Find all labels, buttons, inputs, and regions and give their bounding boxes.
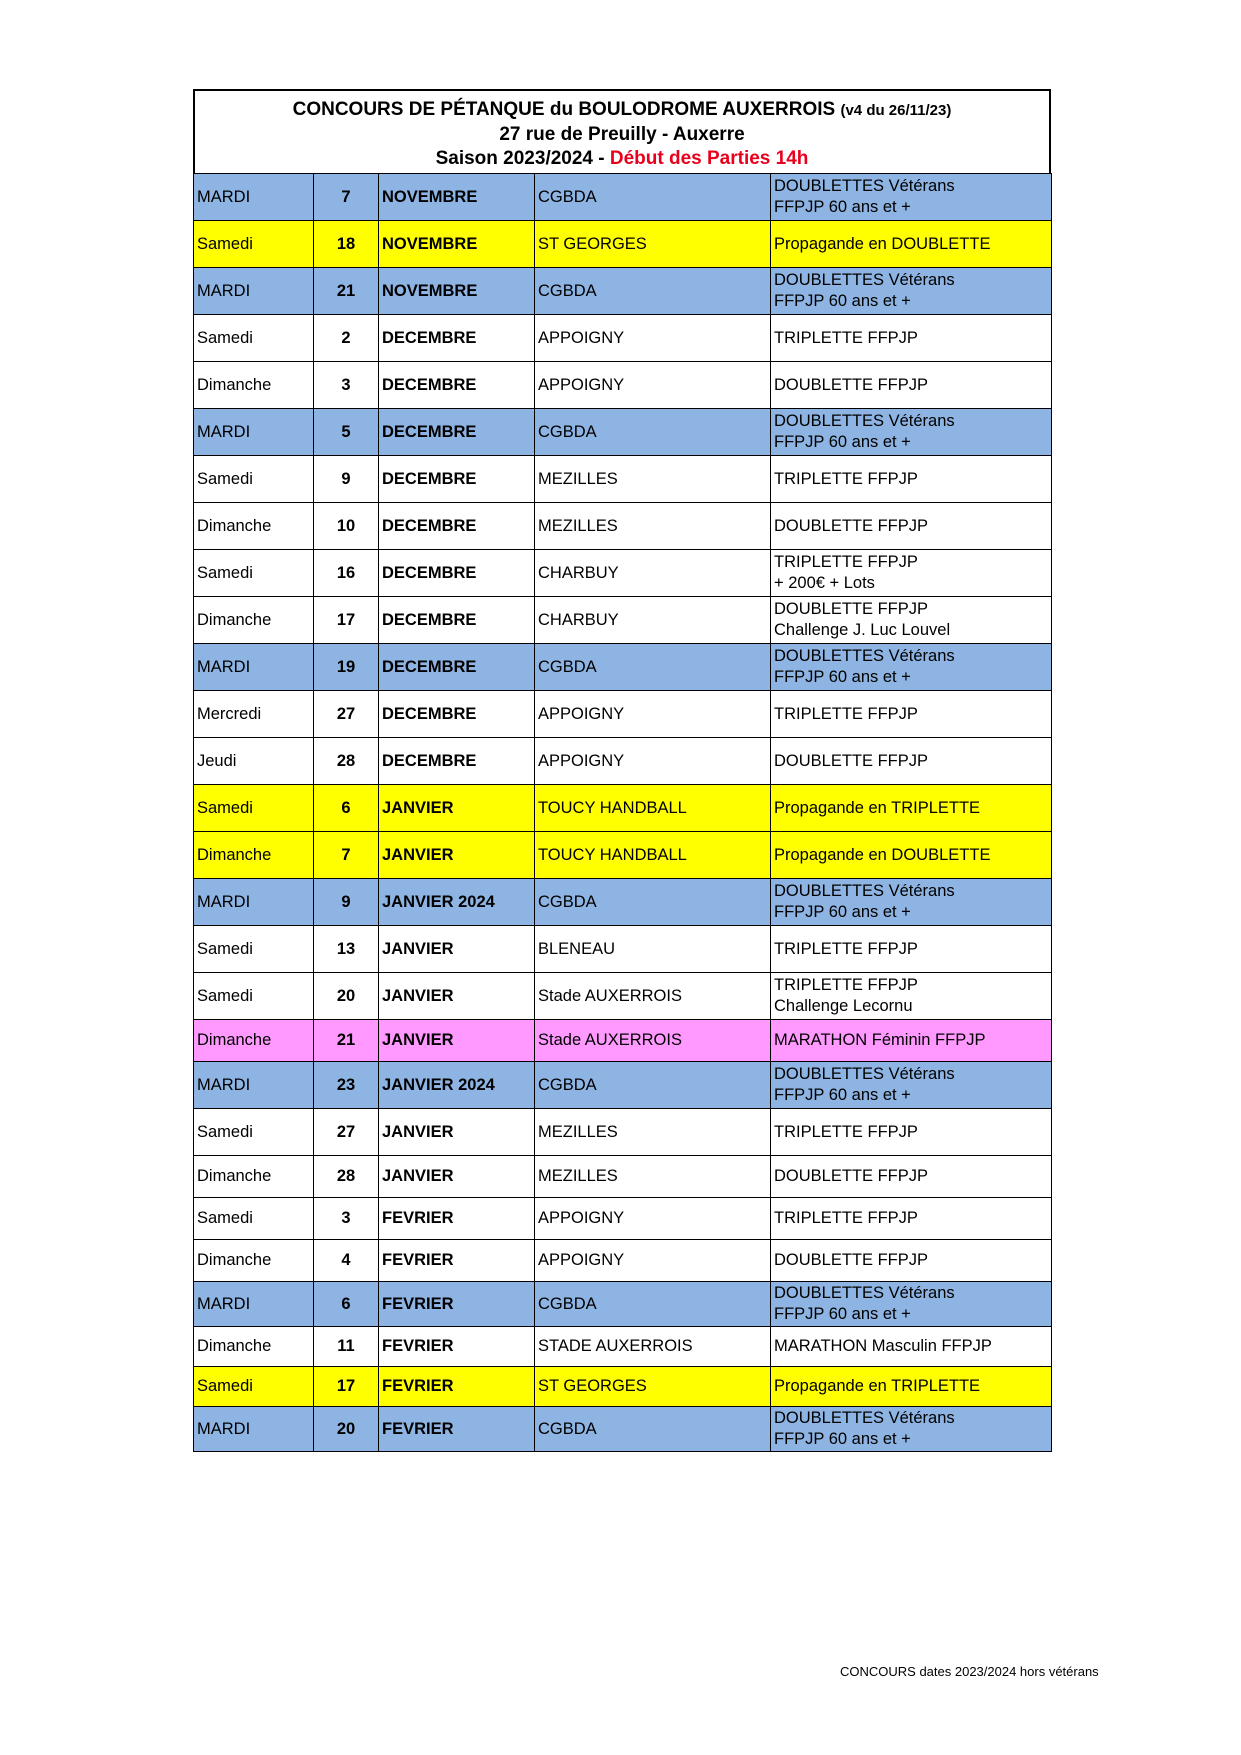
cell-month: NOVEMBRE <box>379 174 535 221</box>
cell-month: JANVIER <box>379 832 535 879</box>
table-row <box>194 1156 1052 1198</box>
event-line-1: Propagande en DOUBLETTE <box>774 234 991 253</box>
document-header <box>193 89 1051 173</box>
header-title-main: CONCOURS DE PÉTANQUE du BOULODROME AUXERROIS <box>292 99 836 120</box>
cell-event <box>771 973 1052 1020</box>
table-row <box>194 691 1052 738</box>
event-line-2: FFPJP 60 ans et + <box>774 433 911 451</box>
event-line-2: FFPJP 60 ans et + <box>774 1305 911 1323</box>
cell-location: BLENEAU <box>535 926 771 973</box>
cell-month: FEVRIER <box>379 1282 535 1327</box>
event-line-2: FFPJP 60 ans et + <box>774 1086 911 1104</box>
cell-day: Samedi <box>194 456 314 503</box>
table-row <box>194 1407 1052 1452</box>
table-row <box>194 503 1052 550</box>
table-row <box>194 221 1052 268</box>
header-season <box>195 147 1049 171</box>
cell-day: Samedi <box>194 550 314 597</box>
cell-event <box>771 315 1052 362</box>
cell-date-number: 3 <box>314 362 379 409</box>
event-line-1: DOUBLETTES Vétérans <box>774 271 955 289</box>
table-row <box>194 1282 1052 1327</box>
cell-day: Dimanche <box>194 597 314 644</box>
cell-location: ST GEORGES <box>535 1367 771 1407</box>
event-line-1: DOUBLETTE FFPJP <box>774 375 929 394</box>
schedule-table <box>193 173 1052 1452</box>
cell-location: Stade AUXERROIS <box>535 1020 771 1062</box>
cell-day: MARDI <box>194 409 314 456</box>
cell-location: APPOIGNY <box>535 691 771 738</box>
table-row <box>194 644 1052 691</box>
cell-day: Samedi <box>194 221 314 268</box>
table-row <box>194 738 1052 785</box>
event-line-1: TRIPLETTE FFPJP <box>774 553 918 571</box>
cell-month: DECEMBRE <box>379 644 535 691</box>
event-line-2: FFPJP 60 ans et + <box>774 1430 911 1448</box>
event-line-2: FFPJP 60 ans et + <box>774 198 911 216</box>
event-line-1: DOUBLETTE FFPJP <box>774 516 929 535</box>
table-row <box>194 1367 1052 1407</box>
cell-location: CHARBUY <box>535 597 771 644</box>
cell-month: FEVRIER <box>379 1240 535 1282</box>
cell-date-number: 6 <box>314 1282 379 1327</box>
event-line-1: DOUBLETTES Vétérans <box>774 882 955 900</box>
cell-event <box>771 1156 1052 1198</box>
cell-event <box>771 1198 1052 1240</box>
cell-date-number: 16 <box>314 550 379 597</box>
cell-date-number: 3 <box>314 1198 379 1240</box>
table-row <box>194 832 1052 879</box>
event-line-1: MARATHON Masculin FFPJP <box>774 1337 992 1355</box>
event-line-1: DOUBLETTES Vétérans <box>774 412 955 430</box>
table-row <box>194 926 1052 973</box>
cell-month: DECEMBRE <box>379 409 535 456</box>
cell-day: MARDI <box>194 644 314 691</box>
cell-month: DECEMBRE <box>379 362 535 409</box>
cell-date-number: 9 <box>314 456 379 503</box>
table-row <box>194 362 1052 409</box>
table-row <box>194 785 1052 832</box>
event-line-1: Propagande en TRIPLETTE <box>774 798 981 817</box>
cell-date-number: 11 <box>314 1327 379 1367</box>
cell-location: MEZILLES <box>535 503 771 550</box>
cell-location: TOUCY HANDBALL <box>535 785 771 832</box>
cell-month: DECEMBRE <box>379 738 535 785</box>
document <box>193 89 1051 1452</box>
header-version: (v4 du 26/11/23) <box>840 102 952 119</box>
event-line-2: Challenge J. Luc Louvel <box>774 621 951 639</box>
cell-day: Jeudi <box>194 738 314 785</box>
event-line-1: DOUBLETTES Vétérans <box>774 177 955 195</box>
cell-event <box>771 879 1052 926</box>
header-season-label: Saison 2023/2024 - <box>435 148 610 169</box>
cell-month: JANVIER <box>379 785 535 832</box>
cell-location: Stade AUXERROIS <box>535 973 771 1020</box>
cell-day: Samedi <box>194 926 314 973</box>
event-line-1: Propagande en TRIPLETTE <box>774 1377 981 1395</box>
table-row <box>194 1020 1052 1062</box>
cell-day: MARDI <box>194 1407 314 1452</box>
cell-month: JANVIER <box>379 973 535 1020</box>
cell-month: JANVIER 2024 <box>379 1062 535 1109</box>
cell-month: FEVRIER <box>379 1198 535 1240</box>
table-row <box>194 1062 1052 1109</box>
cell-day: Samedi <box>194 1109 314 1156</box>
cell-month: DECEMBRE <box>379 456 535 503</box>
header-address: 27 rue de Preuilly - Auxerre <box>499 124 745 145</box>
cell-event <box>771 503 1052 550</box>
event-line-1: TRIPLETTE FFPJP <box>774 1209 918 1227</box>
event-line-1: DOUBLETTE FFPJP <box>774 600 929 618</box>
cell-date-number: 5 <box>314 409 379 456</box>
event-line-1: Propagande en DOUBLETTE <box>774 845 991 864</box>
cell-location: APPOIGNY <box>535 362 771 409</box>
cell-event <box>771 221 1052 268</box>
table-row <box>194 456 1052 503</box>
cell-date-number: 20 <box>314 1407 379 1452</box>
cell-day: MARDI <box>194 268 314 315</box>
cell-day: Samedi <box>194 315 314 362</box>
cell-date-number: 21 <box>314 1020 379 1062</box>
cell-event <box>771 268 1052 315</box>
cell-date-number: 10 <box>314 503 379 550</box>
cell-day: Samedi <box>194 1198 314 1240</box>
cell-location: MEZILLES <box>535 1156 771 1198</box>
table-row <box>194 973 1052 1020</box>
cell-date-number: 9 <box>314 879 379 926</box>
event-line-1: DOUBLETTE FFPJP <box>774 1167 929 1185</box>
cell-date-number: 27 <box>314 1109 379 1156</box>
cell-date-number: 7 <box>314 174 379 221</box>
cell-month: FEVRIER <box>379 1327 535 1367</box>
cell-date-number: 28 <box>314 1156 379 1198</box>
cell-location: MEZILLES <box>535 1109 771 1156</box>
table-row <box>194 1109 1052 1156</box>
cell-month: NOVEMBRE <box>379 268 535 315</box>
cell-date-number: 17 <box>314 1367 379 1407</box>
cell-date-number: 27 <box>314 691 379 738</box>
event-line-1: DOUBLETTE FFPJP <box>774 1251 929 1269</box>
table-row <box>194 597 1052 644</box>
cell-date-number: 17 <box>314 597 379 644</box>
event-line-2: Challenge Lecornu <box>774 997 913 1015</box>
cell-location: CGBDA <box>535 879 771 926</box>
cell-date-number: 13 <box>314 926 379 973</box>
cell-month: JANVIER <box>379 1020 535 1062</box>
table-row <box>194 315 1052 362</box>
cell-event <box>771 1109 1052 1156</box>
cell-day: Dimanche <box>194 1240 314 1282</box>
event-line-2: + 200€ + Lots <box>774 574 875 592</box>
event-line-2: FFPJP 60 ans et + <box>774 668 911 686</box>
cell-date-number: 20 <box>314 973 379 1020</box>
event-line-1: TRIPLETTE FFPJP <box>774 939 918 958</box>
event-line-1: DOUBLETTES Vétérans <box>774 1065 955 1083</box>
event-line-1: TRIPLETTE FFPJP <box>774 1122 918 1141</box>
cell-day: Dimanche <box>194 1327 314 1367</box>
cell-location: CGBDA <box>535 174 771 221</box>
table-row <box>194 409 1052 456</box>
cell-event <box>771 785 1052 832</box>
cell-date-number: 23 <box>314 1062 379 1109</box>
cell-event <box>771 550 1052 597</box>
cell-event <box>771 409 1052 456</box>
cell-month: JANVIER 2024 <box>379 879 535 926</box>
cell-date-number: 4 <box>314 1240 379 1282</box>
cell-event <box>771 738 1052 785</box>
cell-location: APPOIGNY <box>535 738 771 785</box>
table-row <box>194 1198 1052 1240</box>
cell-event <box>771 1240 1052 1282</box>
event-line-1: DOUBLETTES Vétérans <box>774 1409 955 1427</box>
cell-day: Mercredi <box>194 691 314 738</box>
table-row <box>194 550 1052 597</box>
cell-date-number: 28 <box>314 738 379 785</box>
cell-location: CGBDA <box>535 644 771 691</box>
cell-event <box>771 1020 1052 1062</box>
cell-day: Dimanche <box>194 832 314 879</box>
table-row <box>194 879 1052 926</box>
cell-location: APPOIGNY <box>535 1198 771 1240</box>
header-title <box>195 98 1049 123</box>
cell-event <box>771 597 1052 644</box>
cell-month: FEVRIER <box>379 1407 535 1452</box>
cell-event <box>771 1327 1052 1367</box>
cell-location: CGBDA <box>535 1282 771 1327</box>
cell-location: MEZILLES <box>535 456 771 503</box>
cell-day: MARDI <box>194 1062 314 1109</box>
header-start-time: Début des Parties 14h <box>609 148 809 169</box>
cell-location: CHARBUY <box>535 550 771 597</box>
cell-event <box>771 691 1052 738</box>
event-line-1: MARATHON Féminin FFPJP <box>774 1031 986 1049</box>
cell-month: JANVIER <box>379 926 535 973</box>
cell-event <box>771 1407 1052 1452</box>
cell-day: MARDI <box>194 174 314 221</box>
cell-location: CGBDA <box>535 1407 771 1452</box>
cell-event <box>771 362 1052 409</box>
cell-month: DECEMBRE <box>379 503 535 550</box>
event-line-2: FFPJP 60 ans et + <box>774 292 911 310</box>
event-line-1: TRIPLETTE FFPJP <box>774 976 918 994</box>
table-row <box>194 1240 1052 1282</box>
footer-note: CONCOURS dates 2023/2024 hors vétérans <box>840 1664 1099 1679</box>
cell-month: DECEMBRE <box>379 597 535 644</box>
cell-day: Dimanche <box>194 362 314 409</box>
cell-location: CGBDA <box>535 268 771 315</box>
cell-date-number: 19 <box>314 644 379 691</box>
cell-month: NOVEMBRE <box>379 221 535 268</box>
cell-day: Dimanche <box>194 1156 314 1198</box>
cell-event <box>771 174 1052 221</box>
table-row <box>194 268 1052 315</box>
table-row <box>194 174 1052 221</box>
cell-day: Dimanche <box>194 503 314 550</box>
cell-location: STADE AUXERROIS <box>535 1327 771 1367</box>
cell-event <box>771 644 1052 691</box>
cell-event <box>771 1282 1052 1327</box>
table-row <box>194 1327 1052 1367</box>
cell-location: CGBDA <box>535 1062 771 1109</box>
event-line-1: TRIPLETTE FFPJP <box>774 469 918 488</box>
cell-month: DECEMBRE <box>379 315 535 362</box>
cell-location: ST GEORGES <box>535 221 771 268</box>
event-line-1: DOUBLETTE FFPJP <box>774 751 929 770</box>
cell-month: DECEMBRE <box>379 550 535 597</box>
cell-location: APPOIGNY <box>535 315 771 362</box>
cell-day: Samedi <box>194 785 314 832</box>
cell-day: MARDI <box>194 1282 314 1327</box>
schedule-body <box>194 174 1052 1452</box>
cell-day: Dimanche <box>194 1020 314 1062</box>
cell-date-number: 2 <box>314 315 379 362</box>
event-line-1: TRIPLETTE FFPJP <box>774 328 918 347</box>
cell-day: MARDI <box>194 879 314 926</box>
cell-event <box>771 1367 1052 1407</box>
event-line-1: DOUBLETTES Vétérans <box>774 1284 955 1302</box>
cell-event <box>771 1062 1052 1109</box>
cell-event <box>771 832 1052 879</box>
cell-date-number: 21 <box>314 268 379 315</box>
cell-month: JANVIER <box>379 1156 535 1198</box>
cell-month: JANVIER <box>379 1109 535 1156</box>
cell-event <box>771 456 1052 503</box>
cell-day: Samedi <box>194 973 314 1020</box>
cell-month: FEVRIER <box>379 1367 535 1407</box>
cell-location: CGBDA <box>535 409 771 456</box>
cell-location: TOUCY HANDBALL <box>535 832 771 879</box>
event-line-1: TRIPLETTE FFPJP <box>774 704 918 723</box>
cell-day: Samedi <box>194 1367 314 1407</box>
cell-month: DECEMBRE <box>379 691 535 738</box>
event-line-1: DOUBLETTES Vétérans <box>774 647 955 665</box>
cell-event <box>771 926 1052 973</box>
cell-date-number: 6 <box>314 785 379 832</box>
cell-date-number: 18 <box>314 221 379 268</box>
cell-location: APPOIGNY <box>535 1240 771 1282</box>
cell-date-number: 7 <box>314 832 379 879</box>
event-line-2: FFPJP 60 ans et + <box>774 903 911 921</box>
